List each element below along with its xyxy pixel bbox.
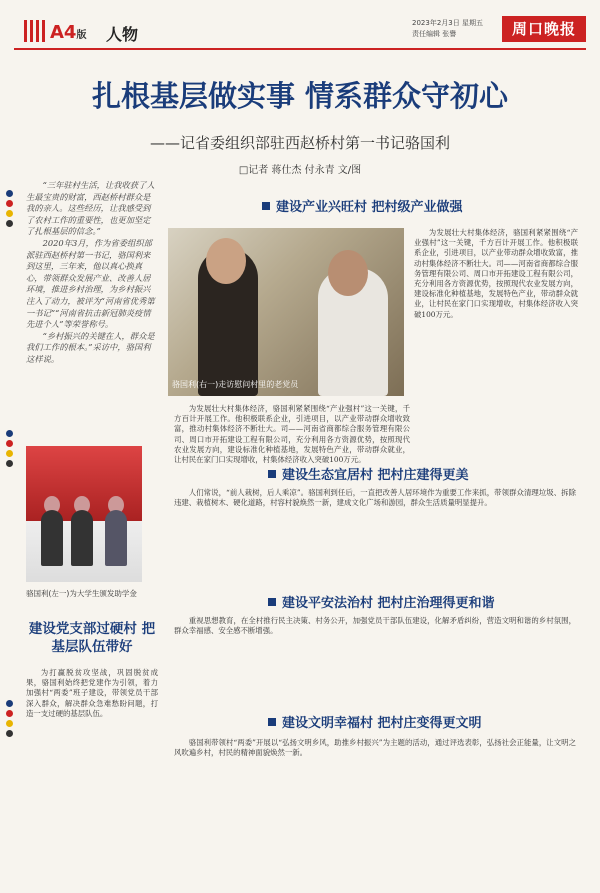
section-body-ecology: 人们常说，“前人栽树，后人乘凉”。骆国利到任后，一直把改善人居环境作为重要工作来抓，带领群众清理垃圾、拆除违建、栽植树木、硬化道路，村容村貌焕然一新，建成文化广场和游园，群众生活质量明显提升。 [174,488,576,508]
section-title-civilization: 建设文明幸福村 把村庄变得更文明 [268,712,482,731]
side-color-marks [6,190,16,230]
subheadline: ——记省委组织部驻西赵桥村第一书记骆国利 [149,134,450,152]
section-body-safety: 重视思想教育，在全村推行民主决策、村务公开，加强党员干部队伍建设，化解矛盾纠纷，营造文明和谐的乡村氛围，群众幸福感、安全感不断增强。 [174,616,576,636]
section-title-industry: 建设产业兴旺村 把村级产业做强 [262,196,463,215]
section-title-safety: 建设平安法治村 把村庄治理得更和谐 [268,592,495,611]
photo-caption: 骆国利(右一)走访慰问村里的老党员 [172,380,299,389]
issue-date: 2023年2月3日 星期五 [412,19,483,27]
page-header [14,14,586,50]
photo-caption: 骆国利(左一)为大学生颁发助学金 [26,589,137,598]
side-color-marks [6,700,16,740]
side-color-marks [6,430,16,470]
lead-paragraph: 2020年3月，作为省委组织部派驻西赵桥村第一书记，骆国利来到这里，三年来，他以真心换真心，带领群众发展产业、改善人居环境，推进乡村治理，为乡村振兴注入了动力，被评为“河南省优秀第一书记”“河南省抗击新冠肺炎疫情先进个人”等荣誉称号。 [26,237,155,330]
left-section-body: 为打赢脱贫攻坚战，巩固脱贫成果，骆国利始终把党建作为引领，着力加强村“两委”班子建设，带领党员干部深入群众，解决群众急难愁盼问题，打造一支过硬的基层队伍。 [26,668,158,718]
page-number: A4版 [50,22,87,43]
lead-paragraph: “乡村振兴的关键在人，群众是我们工作的根本。”采访中，骆国利这样说。 [26,330,155,364]
section-body-civilization: 骆国利带领村“两委”开展以“弘扬文明乡风，助推乡村振兴”为主题的活动，通过评选表彰，弘扬社会正能量，让文明之风吹遍乡村，村民的精神面貌焕然一新。 [174,738,576,758]
page-marker-icon [24,20,46,42]
lead-paragraph: “三年驻村生活，让我收获了人生最宝贵的财富，西赵桥村群众是我的亲人。这些经历，让我感受到了农村工作的重要性，也更加坚定了扎根基层的信念。” [26,180,155,237]
editor-credit: 责任编辑 张譽 [412,30,457,38]
byline: □记者 蒋仕杰 付永青 文/图 [238,165,362,176]
photo-visit [168,228,404,396]
photo-award [26,446,142,582]
lead-text [26,180,158,480]
issue-meta [412,18,483,40]
section-body-industry: 为发展壮大村集体经济，骆国利紧紧围绕“产业强村”这一关键，千方百计开展工作。他积极联系企业，引进项目，以产业带动群众增收致富，推动村集体经济不断壮大。司——河南省商都综合服务管理有限公司、周口市开拓建设工程有限公司，充分利用各方资源优势，按照现代农业发展方向，建设标准化种植基地，发展特色产业，带动群众就业，让村民在家门口实现增收，村集体经济收入突破100万元。 [414,228,578,319]
section-name: 人物 [106,25,139,44]
section-title-ecology: 建设生态宜居村 把村庄建得更美 [268,464,469,483]
left-section-title: 建设党支部过硬村 把基层队伍带好 [28,621,156,655]
section-body-industry-cont: 为发展壮大村集体经济，骆国利紧紧围绕“产业强村”这一关键，千方百计开展工作。他积极联系企业，引进项目，以产业带动群众增收致富，推动村集体经济不断壮大。司——河南省商都综合服务管理有限公司、周口市开拓建设工程有限公司，充分利用各方资源优势，按照现代农业发展方向，建设标准化种植基地，发展特色产业，带动群众就业，让村民在家门口实现增收，村集体经济收入突破100万元。 [174,404,410,465]
newspaper-logo: 周口晚报 [502,16,586,42]
headline: 扎根基层做实事 情系群众守初心 [91,79,509,113]
